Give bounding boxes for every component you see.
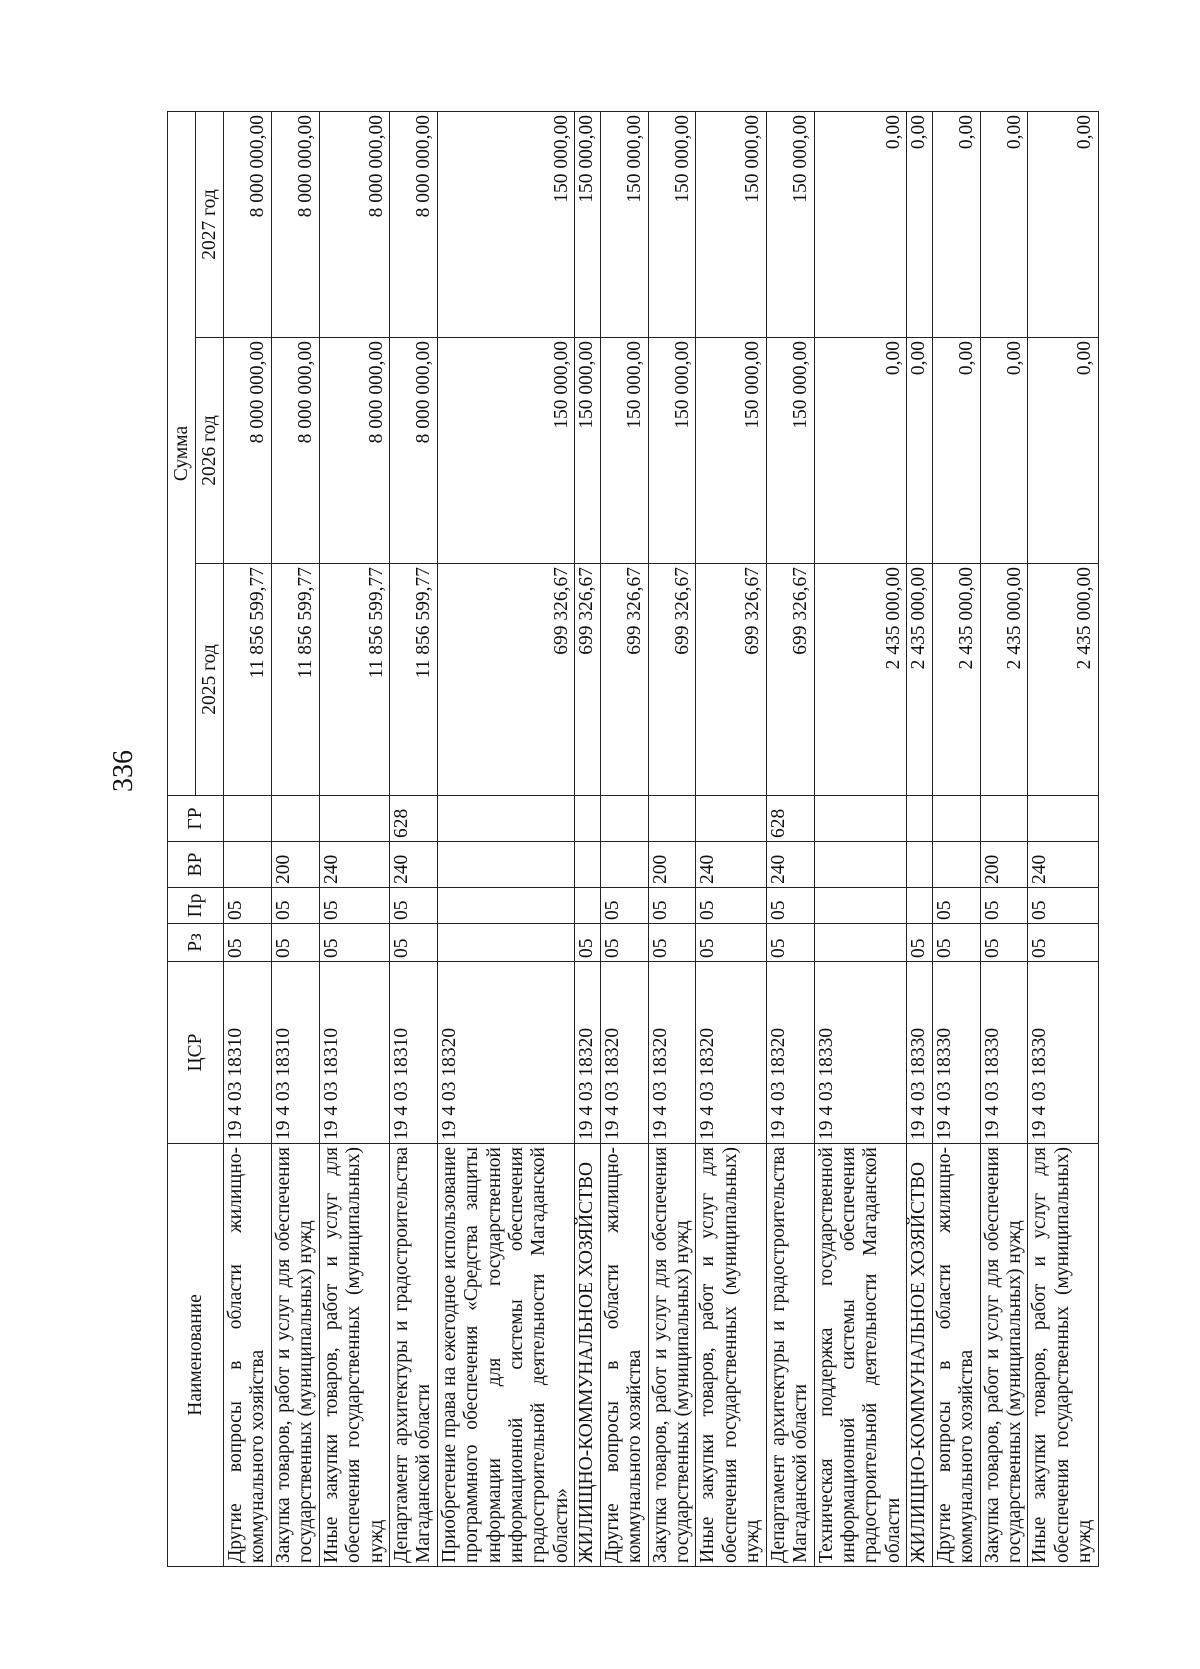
row-csr-cell: 19 4 03 18310 <box>319 962 389 1144</box>
row-name-cell: Другие вопросы в области жилищно-коммунального хозяйства <box>224 1144 272 1567</box>
table-row <box>271 111 319 1566</box>
table-body <box>224 111 1099 1566</box>
row-rz-cell: 05 <box>648 924 696 962</box>
row-csr-cell: 19 4 03 18320 <box>696 962 766 1144</box>
row-amount-2025: 11 856 599,77 <box>271 564 319 796</box>
row-gr-cell <box>319 796 389 842</box>
row-csr-cell: 19 4 03 18330 <box>932 962 980 1144</box>
row-amount-2027: 150 000,00 <box>648 111 696 337</box>
row-amount-2026: 150 000,00 <box>648 338 696 564</box>
row-rz-cell: 05 <box>980 924 1028 962</box>
page-number: 336 <box>108 750 139 792</box>
budget-table <box>167 111 1099 1567</box>
header-gr: ГР <box>168 796 224 842</box>
row-vr-cell <box>224 842 272 888</box>
row-amount-2025: 699 326,67 <box>437 564 575 796</box>
header-year-2025: 2025 год <box>196 564 224 796</box>
table-row <box>648 111 696 1566</box>
row-vr-cell <box>600 842 648 888</box>
row-rz-cell: 05 <box>575 924 600 962</box>
row-pr-cell: 05 <box>766 888 814 924</box>
row-amount-2027: 8 000 000,00 <box>224 111 272 337</box>
row-name-cell: Департамент архитектуры и градостроительства Магаданской области <box>766 1144 814 1567</box>
row-pr-cell <box>814 888 907 924</box>
row-name-cell: Закупка товаров, работ и услуг для обеспечения государственных (муниципальных) нужд <box>648 1144 696 1567</box>
table-row <box>980 111 1028 1566</box>
row-amount-2027: 150 000,00 <box>766 111 814 337</box>
row-csr-cell: 19 4 03 18330 <box>980 962 1028 1144</box>
row-csr-cell: 19 4 03 18330 <box>907 962 932 1144</box>
row-amount-2026: 0,00 <box>932 338 980 564</box>
row-vr-cell <box>907 842 932 888</box>
header-vr: ВР <box>168 842 224 888</box>
header-sum: Сумма <box>168 111 196 795</box>
row-rz-cell <box>814 924 907 962</box>
table-row <box>814 111 907 1566</box>
row-vr-cell <box>575 842 600 888</box>
row-vr-cell <box>932 842 980 888</box>
row-vr-cell: 240 <box>1028 842 1098 888</box>
row-gr-cell <box>648 796 696 842</box>
row-name-cell: Техническая поддержка государственной информационной системы обеспечения градостроительной деятельности Магаданской области <box>814 1144 907 1567</box>
row-name-cell: ЖИЛИЩНО-КОММУНАЛЬНОЕ ХОЗЯЙСТВО <box>907 1144 932 1567</box>
row-amount-2026: 150 000,00 <box>575 338 600 564</box>
row-vr-cell: 200 <box>648 842 696 888</box>
row-pr-cell <box>575 888 600 924</box>
row-amount-2025: 2 435 000,00 <box>907 564 932 796</box>
row-name-cell: Иные закупки товаров, работ и услуг для обеспечения государственных (муниципальных) нужд <box>696 1144 766 1567</box>
row-pr-cell: 05 <box>980 888 1028 924</box>
row-pr-cell: 05 <box>696 888 766 924</box>
row-name-cell: Департамент архитектуры и градостроительства Магаданской области <box>389 1144 437 1567</box>
row-amount-2026: 0,00 <box>907 338 932 564</box>
header-year-2026: 2026 год <box>196 338 224 564</box>
row-csr-cell: 19 4 03 18330 <box>1028 962 1098 1144</box>
row-gr-cell <box>907 796 932 842</box>
row-name-cell: Иные закупки товаров, работ и услуг для обеспечения государственных (муниципальных) нужд <box>319 1144 389 1567</box>
row-rz-cell: 05 <box>696 924 766 962</box>
row-name-cell: Закупка товаров, работ и услуг для обеспечения государственных (муниципальных) нужд <box>980 1144 1028 1567</box>
row-amount-2026: 0,00 <box>814 338 907 564</box>
row-amount-2027: 0,00 <box>907 111 932 337</box>
table-row <box>600 111 648 1566</box>
row-vr-cell <box>814 842 907 888</box>
row-gr-cell <box>271 796 319 842</box>
row-amount-2026: 150 000,00 <box>437 338 575 564</box>
row-amount-2026: 0,00 <box>980 338 1028 564</box>
header-name: Наименование <box>168 1144 224 1567</box>
header-year-2027: 2027 год <box>196 111 224 337</box>
row-csr-cell: 19 4 03 18330 <box>814 962 907 1144</box>
table-row <box>437 111 575 1566</box>
row-amount-2025: 11 856 599,77 <box>389 564 437 796</box>
row-gr-cell <box>224 796 272 842</box>
row-rz-cell: 05 <box>600 924 648 962</box>
row-name-cell: ЖИЛИЩНО-КОММУНАЛЬНОЕ ХОЗЯЙСТВО <box>575 1144 600 1567</box>
row-amount-2027: 0,00 <box>980 111 1028 337</box>
row-amount-2027: 0,00 <box>814 111 907 337</box>
row-gr-cell: 628 <box>766 796 814 842</box>
row-amount-2025: 2 435 000,00 <box>932 564 980 796</box>
row-amount-2026: 8 000 000,00 <box>319 338 389 564</box>
row-amount-2025: 11 856 599,77 <box>224 564 272 796</box>
header-row-top <box>168 111 196 1566</box>
row-pr-cell: 05 <box>271 888 319 924</box>
row-rz-cell: 05 <box>1028 924 1098 962</box>
row-pr-cell: 05 <box>600 888 648 924</box>
row-amount-2027: 0,00 <box>1028 111 1098 337</box>
row-vr-cell: 200 <box>271 842 319 888</box>
row-gr-cell <box>1028 796 1098 842</box>
row-amount-2026: 150 000,00 <box>696 338 766 564</box>
row-amount-2025: 11 856 599,77 <box>319 564 389 796</box>
row-csr-cell: 19 4 03 18320 <box>600 962 648 1144</box>
row-amount-2027: 8 000 000,00 <box>389 111 437 337</box>
row-name-cell: Приобретение права на ежегодное использование программного обеспечения «Средства защиты информации для государственной информационной системы обеспечения градостроительной деятельности Магаданской области» <box>437 1144 575 1567</box>
table-row <box>1028 111 1098 1566</box>
row-pr-cell: 05 <box>319 888 389 924</box>
row-gr-cell: 628 <box>389 796 437 842</box>
row-amount-2027: 150 000,00 <box>696 111 766 337</box>
row-gr-cell <box>814 796 907 842</box>
row-amount-2026: 8 000 000,00 <box>389 338 437 564</box>
row-gr-cell <box>980 796 1028 842</box>
row-amount-2027: 8 000 000,00 <box>271 111 319 337</box>
row-rz-cell: 05 <box>389 924 437 962</box>
table-row <box>319 111 389 1566</box>
row-name-cell: Иные закупки товаров, работ и услуг для обеспечения государственных (муниципальных) нужд <box>1028 1144 1098 1567</box>
row-vr-cell: 240 <box>319 842 389 888</box>
row-rz-cell: 05 <box>224 924 272 962</box>
header-pr: Пр <box>168 888 224 924</box>
row-amount-2025: 699 326,67 <box>600 564 648 796</box>
row-pr-cell: 05 <box>224 888 272 924</box>
row-name-cell: Другие вопросы в области жилищно-коммунального хозяйства <box>600 1144 648 1567</box>
row-gr-cell <box>932 796 980 842</box>
row-amount-2027: 150 000,00 <box>437 111 575 337</box>
row-amount-2026: 0,00 <box>1028 338 1098 564</box>
row-pr-cell: 05 <box>932 888 980 924</box>
row-gr-cell <box>696 796 766 842</box>
row-name-cell: Другие вопросы в области жилищно-коммунального хозяйства <box>932 1144 980 1567</box>
row-csr-cell: 19 4 03 18320 <box>575 962 600 1144</box>
row-amount-2025: 699 326,67 <box>766 564 814 796</box>
row-csr-cell: 19 4 03 18320 <box>766 962 814 1144</box>
table-row <box>575 111 600 1566</box>
row-csr-cell: 19 4 03 18320 <box>437 962 575 1144</box>
row-vr-cell: 200 <box>980 842 1028 888</box>
row-rz-cell: 05 <box>319 924 389 962</box>
table-row <box>766 111 814 1566</box>
row-csr-cell: 19 4 03 18310 <box>224 962 272 1144</box>
row-rz-cell: 05 <box>766 924 814 962</box>
row-amount-2026: 150 000,00 <box>600 338 648 564</box>
row-vr-cell <box>437 842 575 888</box>
row-vr-cell: 240 <box>696 842 766 888</box>
row-vr-cell: 240 <box>766 842 814 888</box>
row-amount-2027: 8 000 000,00 <box>319 111 389 337</box>
row-gr-cell <box>575 796 600 842</box>
row-pr-cell <box>907 888 932 924</box>
row-vr-cell: 240 <box>389 842 437 888</box>
row-name-cell: Закупка товаров, работ и услуг для обеспечения государственных (муниципальных) нужд <box>271 1144 319 1567</box>
row-gr-cell <box>600 796 648 842</box>
row-csr-cell: 19 4 03 18310 <box>271 962 319 1144</box>
table-row <box>696 111 766 1566</box>
row-amount-2027: 150 000,00 <box>600 111 648 337</box>
budget-table-sheet <box>167 112 1096 1567</box>
header-rz: Рз <box>168 924 224 962</box>
table-row <box>224 111 272 1566</box>
row-amount-2026: 8 000 000,00 <box>271 338 319 564</box>
table-row <box>932 111 980 1566</box>
row-gr-cell <box>437 796 575 842</box>
row-rz-cell: 05 <box>271 924 319 962</box>
row-pr-cell <box>437 888 575 924</box>
row-pr-cell: 05 <box>389 888 437 924</box>
row-amount-2025: 699 326,67 <box>696 564 766 796</box>
row-rz-cell <box>437 924 575 962</box>
row-amount-2025: 699 326,67 <box>648 564 696 796</box>
row-amount-2026: 8 000 000,00 <box>224 338 272 564</box>
row-amount-2026: 150 000,00 <box>766 338 814 564</box>
row-pr-cell: 05 <box>648 888 696 924</box>
header-csr: ЦСР <box>168 962 224 1144</box>
row-amount-2027: 0,00 <box>932 111 980 337</box>
row-csr-cell: 19 4 03 18310 <box>389 962 437 1144</box>
table-row <box>389 111 437 1566</box>
row-amount-2025: 2 435 000,00 <box>980 564 1028 796</box>
row-csr-cell: 19 4 03 18320 <box>648 962 696 1144</box>
row-amount-2025: 2 435 000,00 <box>814 564 907 796</box>
row-rz-cell: 05 <box>907 924 932 962</box>
row-amount-2025: 699 326,67 <box>575 564 600 796</box>
row-amount-2025: 2 435 000,00 <box>1028 564 1098 796</box>
table-row <box>907 111 932 1566</box>
row-rz-cell: 05 <box>932 924 980 962</box>
row-pr-cell: 05 <box>1028 888 1098 924</box>
row-amount-2027: 150 000,00 <box>575 111 600 337</box>
